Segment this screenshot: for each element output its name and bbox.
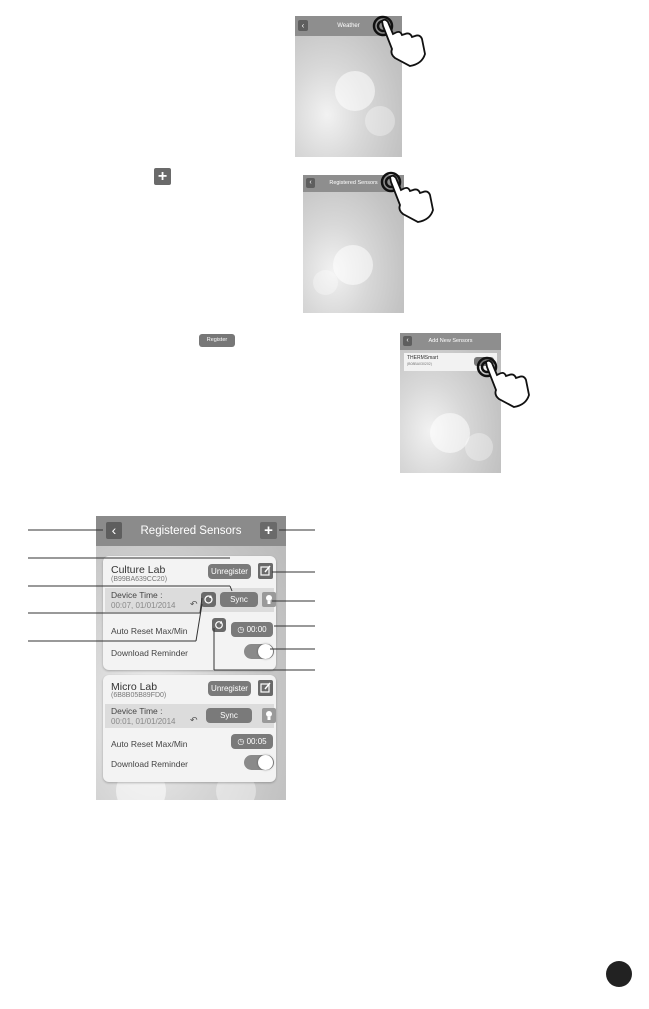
clock-icon: ◷: [237, 737, 245, 746]
unregister-button[interactable]: Unregister: [208, 564, 251, 579]
auto-reset-time: 00:05: [246, 737, 267, 746]
weather-title: Weather: [337, 23, 360, 29]
auto-reset-label: Auto Reset Max/Min: [111, 626, 188, 636]
clock-icon: ◷: [237, 625, 245, 634]
sensor-name: Culture Lab: [111, 564, 166, 576]
sensor-id: (B99BA639CC20): [111, 576, 168, 583]
sensor-id: (6B8B05B89FD0): [111, 692, 167, 699]
sync-button[interactable]: Sync: [206, 708, 252, 723]
auto-reset-time: 00:00: [246, 625, 267, 634]
sync-arrow-icon: ↶: [190, 715, 198, 725]
device-time-value: 00:07, 01/01/2014: [111, 601, 176, 610]
unregister-button[interactable]: Unregister: [208, 681, 251, 696]
download-reminder-label: Download Reminder: [111, 648, 189, 658]
device-time-value: 00:01, 01/01/2014: [111, 717, 176, 726]
sensor-item-name: THERMSmart: [407, 355, 439, 361]
device-time-label: Device Time :: [111, 706, 163, 716]
back-button[interactable]: ‹: [306, 178, 315, 188]
device-time-label: Device Time :: [111, 590, 163, 600]
back-button[interactable]: ‹: [298, 20, 308, 31]
register-button-illustration: Register: [199, 334, 235, 347]
sync-arrow-icon: ↶: [190, 599, 198, 609]
registered-title: Registered Sensors: [329, 180, 378, 186]
sync-button[interactable]: Sync: [220, 592, 258, 607]
back-button[interactable]: ‹: [403, 336, 412, 346]
page-number-badge: [606, 961, 632, 987]
sensor-item-id: (B08BA030202): [407, 362, 432, 366]
add-icon: +: [154, 168, 171, 185]
main-title: Registered Sensors: [140, 525, 242, 537]
sensor-name: Micro Lab: [111, 681, 158, 693]
download-reminder-label: Download Reminder: [111, 759, 189, 769]
back-button[interactable]: ‹: [106, 522, 122, 539]
add-sensor-button[interactable]: +: [260, 522, 277, 539]
auto-reset-label: Auto Reset Max/Min: [111, 739, 188, 749]
add-sensors-title: Add New Sensors: [428, 338, 473, 344]
